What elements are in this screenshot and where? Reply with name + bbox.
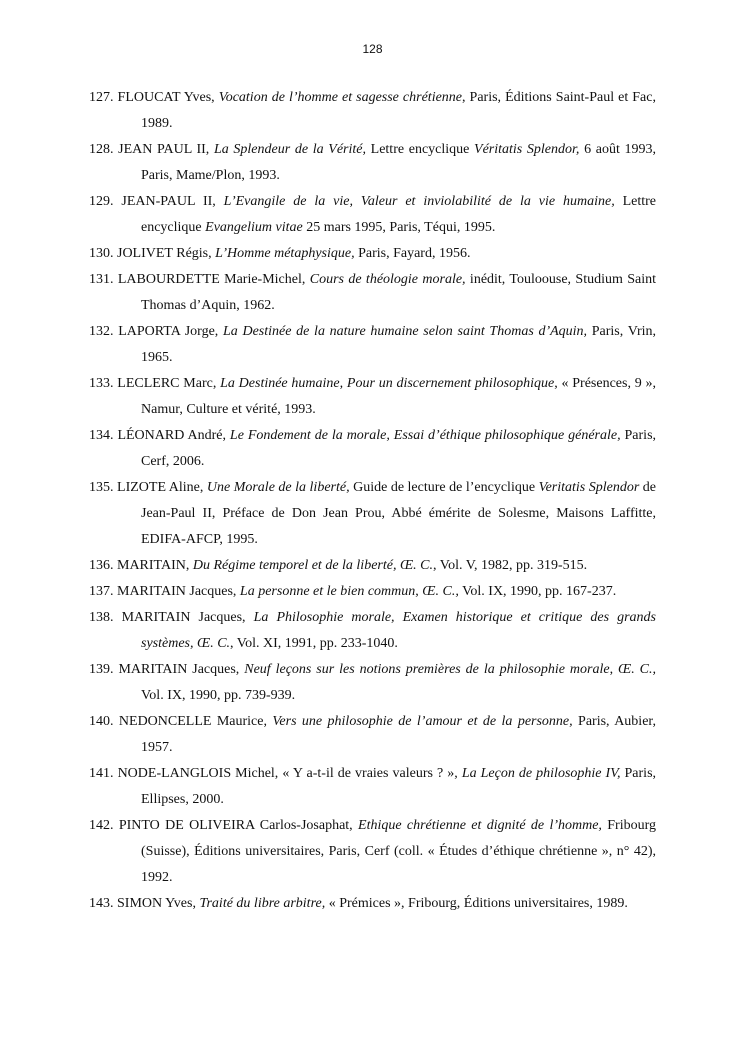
entry-author: PINTO DE OLIVEIRA Carlos-Josaphat, — [118, 818, 353, 833]
entry-number: 127. — [89, 90, 114, 105]
bibliography-entry — [89, 709, 656, 761]
entry-author: JEAN-PAUL II, — [121, 194, 216, 209]
entry-details: Paris, Fayard, 1956. — [354, 246, 471, 261]
entry-title: La Destinée de la nature humaine selon saint Thomas d’Aquin, — [223, 324, 588, 339]
bibliography-entry — [89, 605, 656, 657]
entry-connector: Lettre encyclique — [365, 142, 475, 157]
entry-title: Ethique chrétienne et dignité de l’homme, — [358, 818, 602, 833]
entry-connector: , — [609, 662, 619, 677]
entry-secondary-title: Œ. C., — [618, 662, 657, 677]
entry-number: 138. — [89, 610, 114, 625]
bibliography-entry — [89, 371, 656, 423]
entry-number: 139. — [89, 662, 114, 677]
entry-author: FLOUCAT Yves, — [117, 90, 215, 105]
bibliography-entry — [89, 85, 656, 137]
entry-details: Paris, Cerf, 2006. — [141, 428, 657, 469]
entry-number: 140. — [89, 714, 114, 729]
entry-number: 128. — [89, 142, 114, 157]
entry-secondary-title: Œ. C., — [422, 584, 459, 599]
entry-secondary-title: Veritatis Splendor — [538, 480, 640, 495]
entry-number: 141. — [89, 766, 114, 781]
bibliography-entry — [89, 553, 656, 579]
bibliography-entry — [89, 813, 656, 891]
entry-details: « Prémices », Fribourg, Éditions universitaires, 1989. — [325, 896, 628, 911]
entry-author: MARITAIN Jacques, — [121, 610, 246, 625]
entry-author: MARITAIN, — [117, 558, 190, 573]
entry-details: Paris, Vrin, 1965. — [141, 324, 657, 365]
bibliography-entry — [89, 241, 656, 267]
bibliography-list — [89, 85, 656, 917]
entry-title: Traité du libre arbitre, — [199, 896, 326, 911]
entry-title: Le Fondement de la morale, Essai d’éthique philosophique générale, — [229, 428, 621, 443]
entry-connector: Lettre encyclique — [141, 194, 657, 235]
entry-author: MARITAIN Jacques, — [117, 584, 237, 599]
bibliography-entry — [89, 657, 656, 709]
entry-number: 132. — [89, 324, 114, 339]
entry-author: SIMON Yves, — [117, 896, 196, 911]
bibliography-entry — [89, 761, 656, 813]
entry-connector: Guide de lecture de l’encyclique — [349, 480, 539, 495]
entry-author: NEDONCELLE Maurice, — [118, 714, 267, 729]
entry-title: Une Morale de la liberté, — [206, 480, 350, 495]
page-number: 128 — [362, 42, 383, 56]
entry-title: La Splendeur de la Vérité, — [213, 142, 366, 157]
bibliography-entry — [89, 319, 656, 371]
entry-details: 25 mars 1995, Paris, Téqui, 1995. — [302, 220, 496, 235]
bibliography-entry — [89, 475, 656, 553]
entry-author: JOLIVET Régis, — [117, 246, 212, 261]
entry-connector: , — [415, 584, 423, 599]
bibliography-entry — [89, 137, 656, 189]
entry-details: Fribourg (Suisse), Éditions universitaires, Paris, Cerf (coll. « Études d’éthique chrétienne », n° 42), 1992. — [141, 818, 657, 885]
entry-title: La Philosophie morale, Examen historique et critique des grands systèmes, Œ. C. — [141, 610, 656, 651]
entry-number: 135. — [89, 480, 114, 495]
entry-details: , Vol. XI, 1991, pp. 233-1040. — [230, 636, 398, 651]
entry-details: Paris, Ellipses, 2000. — [141, 766, 657, 807]
entry-number: 143. — [89, 896, 114, 911]
bibliography-entry — [89, 423, 656, 475]
entry-number: 136. — [89, 558, 114, 573]
entry-details: 6 août 1993, Paris, Mame/Plon, 1993. — [141, 142, 657, 183]
entry-number: 134. — [89, 428, 114, 443]
bibliography-entry — [89, 189, 656, 241]
entry-author: LAPORTA Jorge, — [118, 324, 219, 339]
entry-details: Vol. IX, 1990, pp. 167-237. — [458, 584, 617, 599]
entry-title: L’Evangile de la vie, Valeur et inviolabilité de la vie humaine, — [223, 194, 615, 209]
bibliography-entry — [89, 891, 656, 917]
entry-number: 129. — [89, 194, 114, 209]
entry-details: Vol. IX, 1990, pp. 739-939. — [141, 688, 296, 703]
entry-author: LIZOTE Aline, — [117, 480, 204, 495]
entry-details: , Paris, Éditions Saint-Paul et Fac, 1989. — [141, 90, 656, 131]
entry-title: Cours de théologie morale, — [309, 272, 466, 287]
entry-author: LÉONARD André, — [117, 428, 226, 443]
entry-number: 133. — [89, 376, 114, 391]
entry-details: , « Présences, 9 », Namur, Culture et vérité, 1993. — [141, 376, 657, 417]
entry-author: LABOURDETTE Marie-Michel, — [117, 272, 306, 287]
entry-author: MARITAIN Jacques, — [118, 662, 240, 677]
entry-title: L’Homme métaphysique, — [215, 246, 355, 261]
entry-title: La Leçon de philosophie IV, — [461, 766, 621, 781]
entry-secondary-title: Véritatis Splendor, — [474, 142, 580, 157]
entry-author: LECLERC Marc, — [117, 376, 217, 391]
entry-title: Neuf leçons sur les notions premières de la philosophie morale — [244, 662, 610, 677]
entry-details: inédit, Touloouse, Studium Saint Thomas d’Aquin, 1962. — [141, 272, 657, 313]
entry-details: Paris, Aubier, 1957. — [141, 714, 657, 755]
bibliography-entry — [89, 267, 656, 319]
entry-number: 131. — [89, 272, 114, 287]
entry-details: , Vol. V, 1982, pp. 319-515. — [433, 558, 588, 573]
entry-title: Vers une philosophie de l’amour et de la personne, — [272, 714, 573, 729]
entry-number: 142. — [89, 818, 114, 833]
entry-number: 137. — [89, 584, 114, 599]
entry-author: JEAN PAUL II, — [118, 142, 210, 157]
entry-title: Vocation de l’homme et sagesse chrétienne — [218, 90, 463, 105]
entry-secondary-title: Evangelium vitae — [205, 220, 303, 235]
entry-title: Du Régime temporel et de la liberté, Œ. C. — [192, 558, 434, 573]
bibliography-entry — [89, 579, 656, 605]
entry-author: NODE-LANGLOIS Michel, « Y a-t-il de vraies valeurs ? », — [117, 766, 458, 781]
entry-details: de Jean-Paul II, Préface de Don Jean Prou, Abbé émérite de Solesme, Maisons Laffitte, EDIFA-AFCP, 1995. — [141, 480, 657, 547]
entry-title: La personne et le bien commun — [239, 584, 416, 599]
entry-title: La Destinée humaine, Pour un discernement philosophique — [220, 376, 555, 391]
entry-number: 130. — [89, 246, 114, 261]
